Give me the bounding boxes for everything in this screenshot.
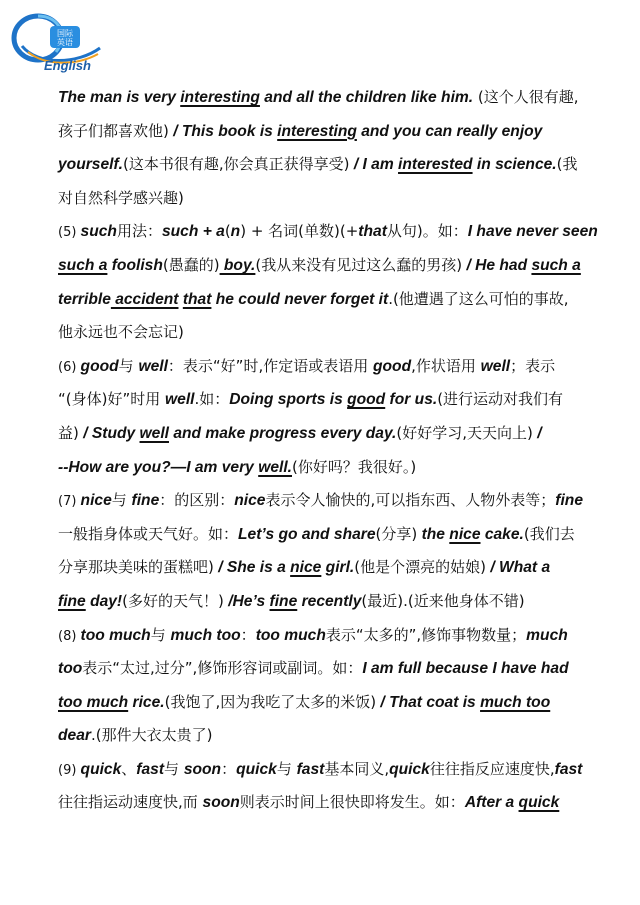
example-text: and make progress every day. [168,424,397,442]
example-text: fine [555,492,583,510]
example-text: quick [236,760,277,778]
example-text: The man is very [58,89,181,106]
explanation-text: (我们去 [523,524,575,543]
example-text: fast [554,760,583,778]
text-line [58,652,588,686]
example-text: / This book is [168,122,278,140]
explanation-text: 与 [276,759,297,778]
item-number: (7) [58,494,81,510]
example-text: and you can really enjoy [356,122,543,140]
example-text: / What a [486,559,551,577]
example-text: quick [80,760,122,778]
example-text: nice [80,492,112,510]
text-line [58,182,588,216]
explanation-text: (分享) [375,524,418,543]
example-text: soon [202,794,240,812]
logo-graphic [8,8,108,74]
explanation-text: 与 [111,491,132,510]
underlined-example-text: interested [398,156,473,174]
underlined-example-text: too much [58,693,129,711]
text-line [58,215,598,249]
example-text: / [532,424,542,442]
example-text: such [80,223,117,241]
example-text: / I am [349,156,399,174]
explanation-text: 表示“太过,过分”,修饰形容词或副词。如： [82,659,363,678]
example-text: well [165,391,195,409]
explanation-text: .如： [194,390,230,409]
text-line [58,417,588,451]
example-text: in science. [472,156,557,174]
text-line [58,551,588,585]
example-text: such + a [161,223,225,241]
underlined-example-text: boy. [219,256,256,274]
example-text: good [80,357,119,375]
text-line [58,719,588,753]
explanation-text: (你好吗？我很好。) [292,457,417,476]
explanation-text: 用法： [116,222,162,241]
explanation-text: (他是个漂亮的姑娘) [354,558,486,577]
text-line [58,283,588,317]
item-number: (6) [58,359,81,375]
underlined-example-text: such a [531,256,581,274]
example-text: well [138,357,168,375]
logo-badge-line1: 国际 [57,29,73,38]
underlined-example-text: nice [449,525,481,543]
explanation-text: 从句)。如： [386,222,468,241]
explanation-text: (多好的天气！) [122,591,224,610]
explanation-text: ：的区别： [159,491,235,510]
underlined-example-text: well. [258,458,292,476]
item-number: (8) [58,628,81,644]
text-line [58,686,588,720]
text-line [58,451,588,485]
explanation-text: 益) [58,423,79,442]
explanation-text: 基本同义, [324,759,390,778]
text-line [58,249,588,283]
underlined-example-text: fine [269,592,298,610]
explanation-text: ： [221,759,237,778]
explanation-text: ) + 名词(单数)(+ [240,222,359,241]
text-line [58,619,588,653]
underlined-example-text: much too [480,693,551,711]
example-text: / Study [78,424,140,442]
explanation-text: “(身体)好”时用 [58,390,166,409]
explanation-text: (愚蠢的) [162,255,220,274]
explanation-text: (进行运动对我们有 [437,390,564,409]
explanation-text: (最近).(近来他身体不错) [361,591,525,610]
text-line [58,786,588,820]
example-text: cake. [480,525,524,543]
explanation-text: 表示令人愉快的,可以指东西、人物外表等； [265,491,556,510]
example-text: quick [389,760,430,778]
explanation-text: 、 [121,759,137,778]
example-text: too much [80,626,151,644]
underlined-example-text: fine [58,592,86,610]
explanation-text: ,作状语用 [411,356,481,375]
example-text: / That coat is [376,693,481,711]
explanation-text: 他永远也不会忘记) [58,323,184,342]
example-text: I am full because I have had [362,660,569,678]
item-number: (9) [58,762,81,778]
explanation-text: 与 [118,356,139,375]
explanation-text: (这本书很有趣,你会真正获得享受) [123,155,350,174]
example-text: the [417,525,450,543]
explanation-text: 表示“太多的”,修饰事物数量； [325,625,527,644]
text-line [58,753,588,787]
example-text: too [58,660,83,678]
example-text: yourself. [58,156,123,174]
explanation-text: (好好学习,天天向上) [396,423,533,442]
explanation-text: 往往指反应速度快, [429,759,555,778]
text-line [58,518,588,552]
underlined-example-text: such a [58,256,108,274]
explanation-text: 与 [164,759,184,778]
explanation-text: (我饱了,因为我吃了太多的米饭) [164,692,377,711]
example-text: soon [183,760,222,778]
underlined-example-text: that [182,290,212,308]
example-text: that [358,223,387,241]
text-line [58,484,588,518]
underlined-example-text: interesting [277,122,357,140]
underlined-example-text: well [139,424,169,442]
example-text: terrible [58,290,111,308]
example-text: / He had [462,256,532,274]
example-text: for us. [385,391,438,409]
explanation-text: (我从来没有见过这么蠢的男孩) [255,255,463,274]
item-number: (5) [58,225,81,241]
example-text: and all the children like him. [259,89,474,106]
logo-text: English [44,58,91,73]
explanation-text: 与 [150,625,171,644]
explanation-text: ： [240,625,256,644]
text-line [58,350,588,384]
example-text: After a [464,794,519,812]
example-text: n [230,223,241,241]
example-text: well [480,357,511,375]
example-text: good [373,357,412,375]
explanation-text: 则表示时间上很快即将发生。如： [239,793,465,812]
explanation-text: 一般指身体或天气好。如： [58,524,239,543]
example-text: fast [296,760,325,778]
example-text: nice [234,492,266,510]
example-text: / She is a [213,559,291,577]
explanation-text: ( [224,222,231,241]
text-line [58,148,588,182]
example-text: much [526,626,568,644]
example-text: Let’s go and share [238,525,376,543]
text-line [58,81,588,115]
underlined-example-text: quick [518,794,560,812]
logo [8,8,108,74]
explanation-text: (我 [556,155,578,174]
explanation-text: 分享那块美味的蛋糕吧) [58,558,214,577]
example-text: /He’s [223,592,270,610]
explanation-text: 孩子们都喜欢他) [58,121,169,140]
logo-badge-line2: 英语 [57,38,73,47]
underlined-example-text: nice [290,559,322,577]
text-line [58,115,588,149]
example-text: I have never seen [467,223,598,241]
example-text: much too [170,626,241,644]
example-text: girl. [321,559,355,577]
example-text: foolish [107,256,163,274]
example-text: too much [255,626,326,644]
underlined-example-text: good [347,391,386,409]
explanation-text: ；表示 [510,356,556,375]
example-text: recently [297,592,362,610]
example-text: fine [131,492,160,510]
explanation-text: .(他遭遇了这么可怕的事故, [388,289,569,308]
example-text: day! [85,592,123,610]
example-text: rice. [128,693,165,711]
example-text: Doing sports is [229,391,348,409]
explanation-text: .(那件大衣太贵了) [90,726,213,745]
example-text: --How are you?—I am very [58,458,259,476]
explanation-text: (这个人很有趣, [473,88,579,106]
text-line [58,585,588,619]
explanation-text: ：表示“好”时,作定语或表语用 [167,356,373,375]
underlined-example-text: accident [110,290,179,308]
explanation-text: 往往指运动速度快,而 [58,793,203,812]
example-text: fast [136,760,165,778]
text-line [58,383,588,417]
example-text: dear [58,727,91,745]
document-body [58,81,598,820]
explanation-text: 对自然科学感兴趣) [58,188,184,207]
example-text: he could never forget it [211,290,389,308]
text-line [58,316,588,350]
underlined-example-text: interesting [180,89,260,106]
